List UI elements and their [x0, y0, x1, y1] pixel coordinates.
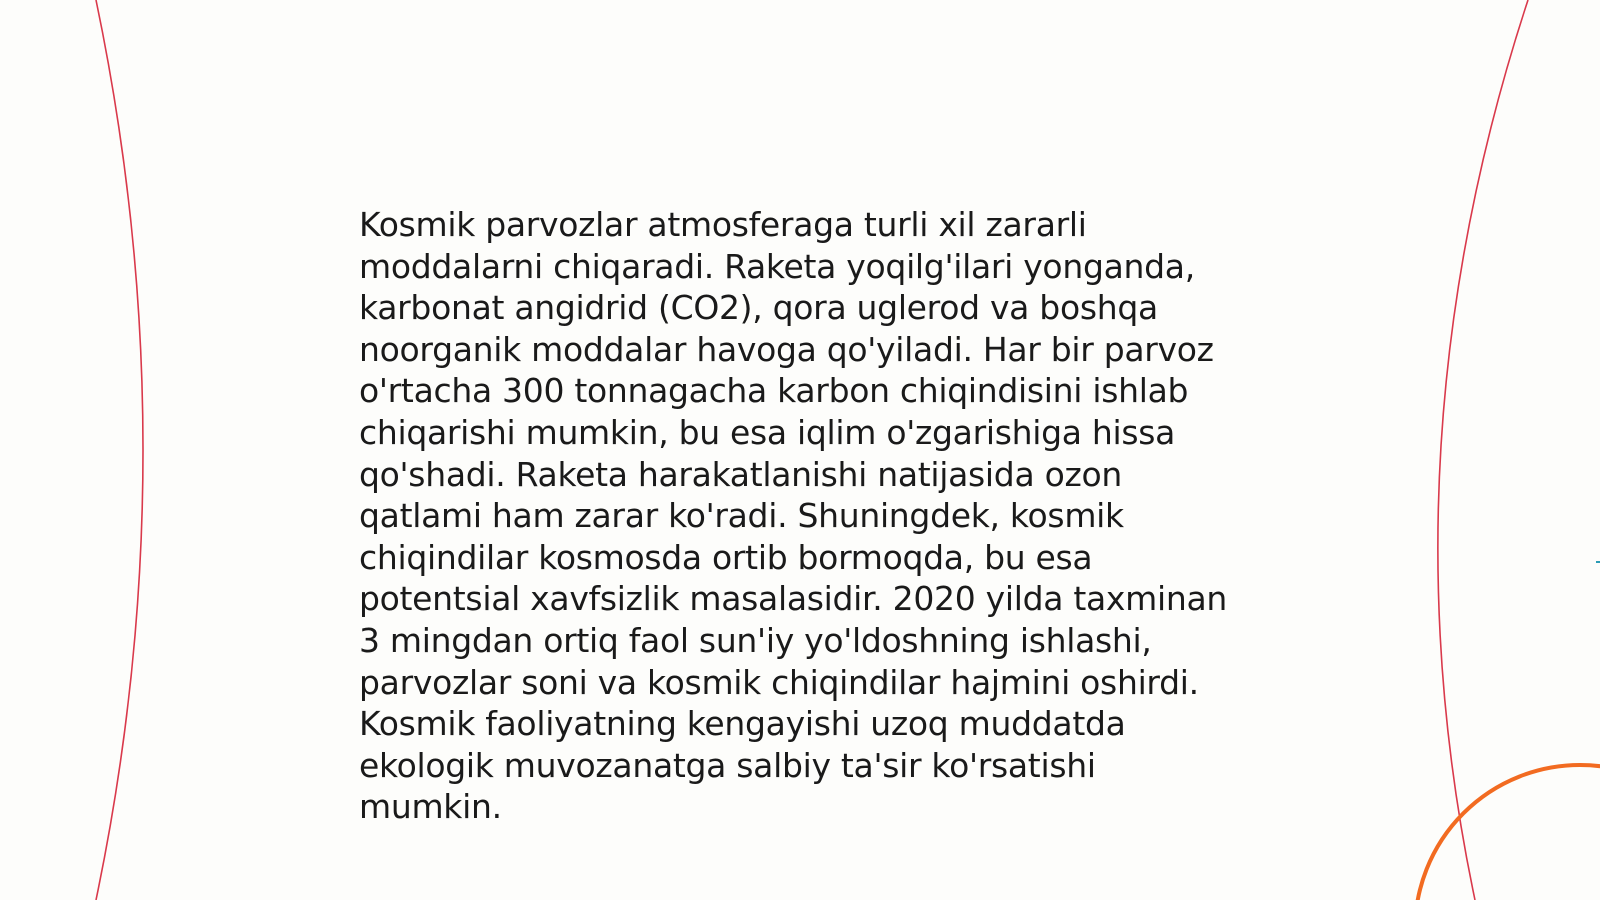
slide-body-text: Kosmik parvozlar atmosferaga turli xil zararli moddalarni chiqaradi. Raketa yoqilg'ilari yonganda, karbonat angidrid (CO2), qora uglerod va boshqa noorganik moddalar havoga qo'yiladi. Har bir parvoz o'rtacha 300 tonnagacha karbon chiqindisini ishlab chiqarishi mumkin, bu esa iqlim o'zgarishiga hissa qo'shadi. Raketa harakatlanishi natijasida ozon qatlami ham zarar ko'radi. Shuningdek, kosmik chiqindilar kosmosda ortib bormoqda, bu esa potentsial xavfsizlik masalasidir. 2020 yilda taxminan 3 mingdan ortiq faol sun'iy yo'ldoshning ishlashi, parvozlar soni va kosmik chiqindilar hajmini oshirdi. Kosmik faoliyatning kengayishi uzoq muddatda ekologik muvozanatga salbiy ta'sir ko'rsatishi mumkin.: [359, 205, 1228, 827]
orange-circle-arc: [1415, 765, 1600, 900]
left-red-arc: [96, 0, 143, 900]
right-red-arc: [1438, 0, 1528, 900]
